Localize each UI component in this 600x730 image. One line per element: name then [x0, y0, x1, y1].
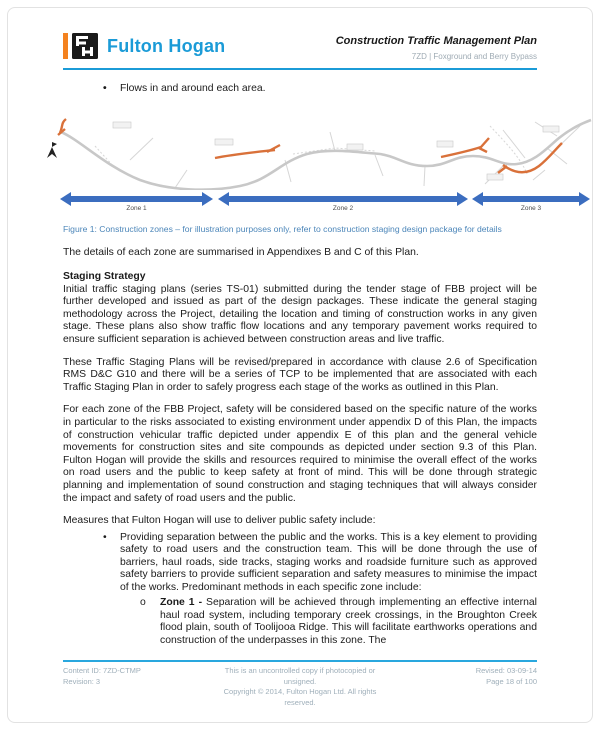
zone-3-arrow — [472, 192, 590, 212]
intro-bullet-text: Flows in and around each area. — [120, 83, 266, 94]
arrow-left-head — [218, 192, 229, 206]
paragraph-staging-1: Initial traffic staging plans (series TS-01) submitted during the tender stage of FBB project will be further developed and issued as part of the design packages. These indicate the general staging methodology across the Project, detailing the location and timing of construction works in any given stage. These plans also show traffic flow locations and any temporary pavement works required to ensure sufficient separation is achieved between construction areas and live traffic. — [63, 283, 537, 346]
zone-1-arrow — [60, 192, 213, 212]
zone-2-arrow — [218, 192, 468, 212]
paragraph-zone-summary: The details of each zone are summarised in Appendixes B and C of this Plan. — [63, 246, 419, 258]
footer-content-id: Content ID: 7ZD-CTMP — [63, 666, 141, 675]
zone-arrows — [35, 192, 595, 216]
page-footer — [63, 660, 537, 708]
footer-right-block — [387, 666, 537, 708]
arrow-left-head — [472, 192, 483, 206]
logo-orange-bar — [63, 33, 68, 59]
zone-1-sub-bullet — [140, 597, 537, 647]
arrow-bar — [483, 196, 579, 202]
bullet-marker: • — [103, 83, 107, 94]
footer-copyright: Copyright © 2014, Fulton Hogan Ltd. All rights reserved. — [223, 687, 377, 707]
footer-center-block — [213, 666, 387, 708]
arrow-bar — [71, 196, 202, 202]
measures-bullet-item — [103, 532, 537, 595]
measures-bullet-text: Providing separation between the public and the works. This is a key element to providing safety to road users and the construction team. This will be done through the use of barriers, haul roads, side tracks, staging works and roadside furniture such as approved safety barriers to provide sufficient separation and safety measures to minimise the impact of the works. Predominant methods in each specific zone include: — [120, 531, 537, 593]
zone-1-inline-text: Separation will be achieved through implementing an effective internal haul road system, including temporary creek crossings, in the Broughton Creek flood plain, south of Toolijooa Ridge. This will facilitate earthworks operations and construction of the underpasses in this zone. The — [160, 597, 537, 646]
footer-revised-date: Revised: 03-09-14 — [475, 666, 537, 675]
arrow-right-head — [579, 192, 590, 206]
fulton-hogan-logo — [63, 33, 225, 59]
road-path — [61, 120, 591, 190]
footer-page-number: Page 18 of 100 — [486, 676, 537, 686]
footer-revision: Revision: 3 — [63, 676, 101, 686]
north-marker-icon — [47, 147, 57, 158]
arrow-bar — [229, 196, 457, 202]
paragraph-staging-2: These Traffic Staging Plans will be revised/prepared in accordance with clause 2.6 of Specification RMS D&C G10 and there will be a series of TCP to be implemented that are associated with each Traffic Staging Plan in order to safely progress each stage of the works as outlined in this Plan. — [63, 356, 537, 393]
staging-strategy-heading: Staging Strategy — [63, 271, 146, 283]
intro-bullet-item — [103, 83, 537, 96]
measures-intro: Measures that Fulton Hogan will use to deliver public safety include: — [63, 515, 376, 527]
paragraph-safety: For each zone of the FBB Project, safety will be considered based on the specific nature of the works in particular to the risks associated to existing environment under appendix D of this Plan, the impacts of construction vehicular traffic depicted under appendix E of this plan and the general vehicle movements for construction sites and site compounds as depicted under section 9.3 of this Plan. Fulton Hogan will provide the skills and resources required to minimise the overall effect of the works on road users and the public to keep safety at front of mind. This will be done through strategic planning and implementation of sound construction and staging techniques that will always consider the impact and safety of road users and the public. — [63, 404, 537, 504]
logo-wordmark: Fulton Hogan — [107, 35, 226, 56]
zone-1-label: Zone 1 — [126, 204, 147, 212]
figure-caption: Figure 1: Construction zones – for illustration purposes only, refer to construction staging design package for details — [63, 223, 502, 234]
page-header — [63, 33, 537, 61]
bullet-marker: • — [103, 531, 107, 543]
fulton-hogan-logo-icon — [72, 33, 98, 59]
zone-1-sub-bullet-text — [160, 597, 537, 647]
document-title: Construction Traffic Management Plan — [335, 35, 537, 47]
document-subtitle: 7ZD | Foxground and Berry Bypass — [411, 52, 537, 61]
footer-uncontrolled-notice: This is an uncontrolled copy if photocopied or unsigned. — [224, 666, 376, 686]
footer-left-block — [63, 666, 213, 708]
footer-divider — [63, 660, 537, 662]
arrow-right-head — [457, 192, 468, 206]
zone-3-label: Zone 3 — [520, 204, 542, 212]
works-highlight-segments — [58, 119, 562, 173]
document-titles — [336, 33, 537, 61]
figure-construction-zones — [35, 118, 595, 235]
sub-bullet-marker: o — [140, 597, 146, 609]
zone-1-inline-label: Zone 1 - — [160, 597, 203, 609]
construction-zones-map — [35, 118, 595, 190]
header-divider — [63, 68, 537, 70]
arrow-left-head — [60, 192, 71, 206]
zone-2-label: Zone 2 — [332, 204, 354, 212]
arrow-right-head — [202, 192, 213, 206]
map-branch-roads — [95, 122, 580, 188]
